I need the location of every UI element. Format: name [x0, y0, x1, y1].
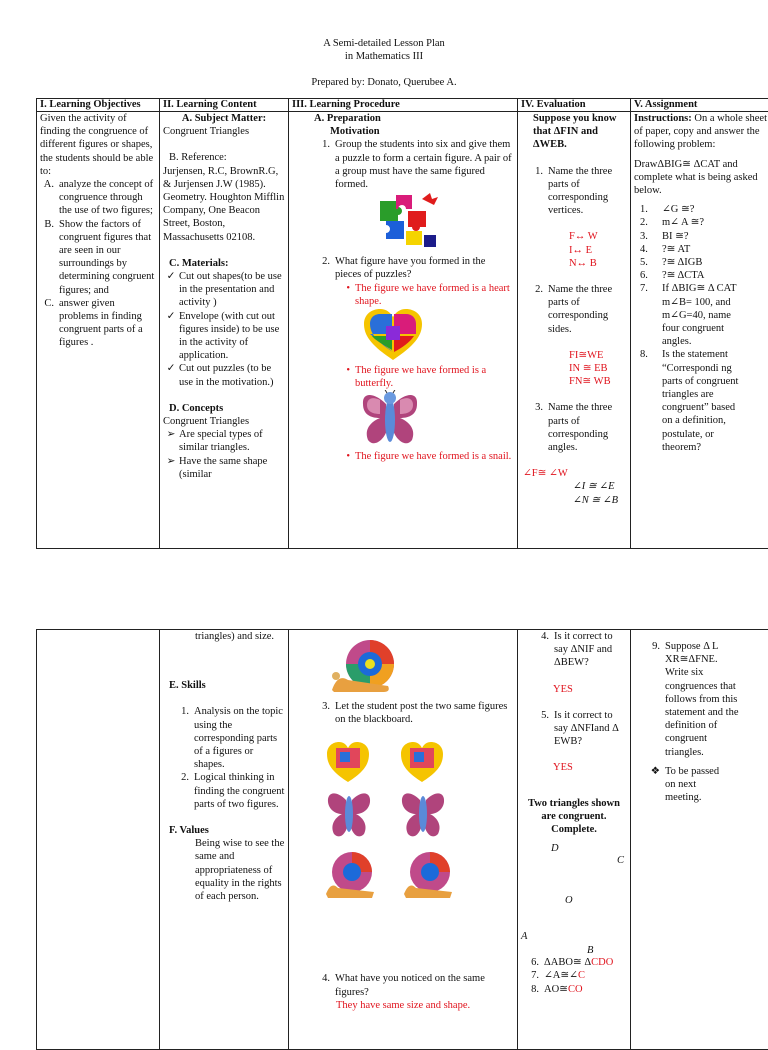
- side-pair: IN ≅ EB: [521, 362, 627, 375]
- evaluation-cell: [518, 112, 631, 549]
- values-text: Being wise to see the same and appropriateness of equality in the rights of each person.: [163, 837, 285, 903]
- values-heading: F. Values: [163, 824, 285, 837]
- doc-title: A Semi-detailed Lesson Plan: [0, 37, 768, 50]
- col-evaluation: IV. Evaluation: [518, 99, 631, 112]
- procedure-step-1: 1. Group the students into six and give them a puzzle to form a certain figure. A pair of a group must have the same figured formed.: [292, 138, 514, 191]
- vertex-pair: F↔ W: [521, 230, 627, 243]
- evaluation-q3: 3. Name the three parts of corresponding angles.: [521, 401, 627, 454]
- evaluation-q2: 2. Name the three parts of corresponding sides.: [521, 283, 627, 336]
- complete-item: 6. ΔABO≅ ΔCDO: [521, 956, 627, 969]
- answer-heart: • The figure we have formed is a heart shape.: [292, 282, 514, 308]
- step-4-answer: They have same size and shape.: [292, 999, 514, 1012]
- answer-q4: YES: [521, 683, 627, 696]
- lesson-plan-table-page2: [36, 629, 768, 1050]
- paired-figures-image: [292, 726, 514, 902]
- reference-text: Jurjensen, R.C, BrownR.G, & Jurjensen J.W (1985). Geometry. Houghton Mifflin Company, One Beacon Street, Boston, Massachusetts 02108.: [163, 165, 285, 244]
- col-objectives: I. Learning Objectives: [37, 99, 160, 112]
- butterfly-puzzle-icon: [360, 390, 420, 448]
- answer-butterfly: • The figure we have formed is a butterfly.: [292, 364, 514, 390]
- butterfly-puzzle-image: [292, 390, 514, 450]
- assignment-item: 4. ?≅ AT: [634, 243, 768, 256]
- snail-puzzle-icon: [328, 630, 398, 700]
- evaluation-q1: 1. Name the three parts of corresponding vertices.: [521, 165, 627, 218]
- objectives-cell-cont: [37, 630, 160, 1050]
- evaluation-q4: 4. Is it correct to say ΔNIF and ΔBEW?: [521, 630, 627, 670]
- procedure-step-4: 4. What have you noticed on the same figures?: [292, 972, 514, 998]
- col-procedure: III. Learning Procedure: [289, 99, 518, 112]
- material-item: ✓ Cut out puzzles (to be use in the motivation.): [163, 362, 285, 388]
- vertex-pair: N↔ B: [521, 257, 627, 270]
- assignment-item: 5. ?≅ ΔIGB: [634, 256, 768, 269]
- subject-matter-heading: A. Subject Matter:: [163, 112, 285, 125]
- answer-snail: • The figure we have formed is a snail.: [292, 450, 514, 463]
- procedure-cell: [289, 112, 518, 549]
- side-pair: FI≅WE: [521, 349, 627, 362]
- heart-puzzle-icon: [362, 308, 424, 362]
- preparation-heading: A. Preparation: [292, 112, 514, 125]
- answer-q5: YES: [521, 761, 627, 774]
- objective-c: C. answer given problems in finding congruent parts of a figures .: [40, 297, 156, 350]
- label-a: A: [521, 930, 527, 943]
- objective-b: B. Show the factors of congruent figures that are seen in our surroundings by determining congruent figures; and: [40, 218, 156, 297]
- material-item: ✓ Cut out shapes(to be use in the presentation and activity ): [163, 270, 285, 310]
- objectives-intro: Given the activity of finding the congruence of different figures or shapes, the students should be able to:: [40, 112, 156, 178]
- assignment-cell: [631, 112, 768, 549]
- triangle-labels: [521, 836, 627, 956]
- subject-matter: Congruent Triangles: [163, 125, 285, 138]
- concepts-subheading: Congruent Triangles: [163, 415, 285, 428]
- assignment-item: 2. m∠ A ≅?: [634, 216, 768, 229]
- procedure-step-2: 2. What figure have you formed in the pieces of puzzles?: [292, 255, 514, 281]
- col-content: II. Learning Content: [160, 99, 289, 112]
- concepts-heading: D. Concepts: [163, 402, 285, 415]
- angle-pair: ∠N ≅ ∠B: [521, 494, 627, 507]
- complete-item: 7. ∠A≅∠C: [521, 969, 627, 982]
- concept-item: ➢ Are special types of similar triangles.: [163, 428, 285, 454]
- puzzle-pieces-icon: [372, 191, 442, 253]
- assignment-note: ❖ To be passed on next meeting.: [634, 765, 768, 805]
- complete-heading: Two triangles shown are congruent. Complete.: [521, 797, 627, 837]
- procedure-cell-cont: [289, 630, 518, 1050]
- label-b: B: [587, 944, 593, 957]
- concept-item: ➢ Have the same shape (similar: [163, 455, 285, 481]
- angle-pair: ∠I ≅ ∠E: [521, 480, 627, 493]
- lesson-plan-table-page1: [36, 98, 768, 549]
- content-cell: [160, 112, 289, 549]
- material-item: ✓ Envelope (with cut out figures inside) to be use in the activity of application.: [163, 310, 285, 363]
- assignment-item: 6. ?≅ ΔCTA: [634, 269, 768, 282]
- concepts-continued: triangles) and size.: [163, 630, 285, 643]
- angle-pair: ∠F≅ ∠W: [521, 467, 627, 480]
- objective-a: A. analyze the concept of congruence through the use of two figures;: [40, 178, 156, 218]
- motivation-heading: Motivation: [292, 125, 514, 138]
- heart-puzzle-image: [292, 308, 514, 364]
- vertex-pair: I↔ E: [521, 244, 627, 257]
- evaluation-intro: Suppose you know that ΔFIN and ΔWEB.: [521, 112, 627, 152]
- evaluation-q5: 5. Is it correct to say ΔNFIand Δ EWB?: [521, 709, 627, 749]
- snail-pair: [326, 852, 452, 898]
- complete-item: 8. AO≅CO: [521, 983, 627, 996]
- doc-subtitle: in Mathematics III: [0, 50, 768, 63]
- paired-figures-icon: [326, 734, 518, 904]
- assignment-draw: DrawΔBIG≅ ΔCAT and complete what is being asked below.: [634, 158, 768, 198]
- reference-heading: B. Reference:: [163, 151, 285, 164]
- content-cell-cont: [160, 630, 289, 1050]
- skill-item: 2. Logical thinking in finding the congruent parts of two figures.: [163, 771, 285, 811]
- puzzle-pieces-image: [292, 191, 514, 255]
- procedure-step-3: 3. Let the student post the two same figures on the blackboard.: [292, 700, 514, 726]
- label-o: O: [565, 894, 573, 907]
- assignment-item: 1. ∠G ≅?: [634, 203, 768, 216]
- prepared-by: Prepared by: Donato, Querubee A.: [0, 76, 768, 89]
- assignment-item: 7. If ΔBIG≅ Δ CAT m∠B= 100, and m∠G=40, name four congruent angles.: [634, 282, 768, 348]
- label-d: D: [551, 842, 559, 855]
- assignment-item-9: 9. Suppose Δ L XR≅ΔFNE. Write six congruences that follows from this statement and the definition of congruent triangles.: [634, 640, 768, 759]
- materials-heading: C. Materials:: [163, 257, 285, 270]
- assignment-instructions: Instructions: On a whole sheet of paper, copy and answer the following problem:: [634, 112, 768, 152]
- skill-item: 1. Analysis on the topic using the corresponding parts of a figures or shapes.: [163, 705, 285, 771]
- snail-puzzle-image: [292, 630, 514, 700]
- assignment-item: 3. BI ≅?: [634, 230, 768, 243]
- assignment-item: 8. Is the statement “Correspondi ng parts of congruent triangles are congruent” based on a definition, postulate, or theorem?: [634, 348, 768, 454]
- label-c: C: [617, 854, 624, 867]
- skills-heading: E. Skills: [163, 679, 285, 692]
- heart-pair: [327, 742, 443, 782]
- assignment-cell-cont: [631, 630, 768, 1050]
- side-pair: FN≅ WB: [521, 375, 627, 388]
- objectives-cell: [37, 112, 160, 549]
- butterfly-pair: [328, 794, 444, 837]
- evaluation-cell-cont: [518, 630, 631, 1050]
- col-assignment: V. Assignment: [631, 99, 768, 112]
